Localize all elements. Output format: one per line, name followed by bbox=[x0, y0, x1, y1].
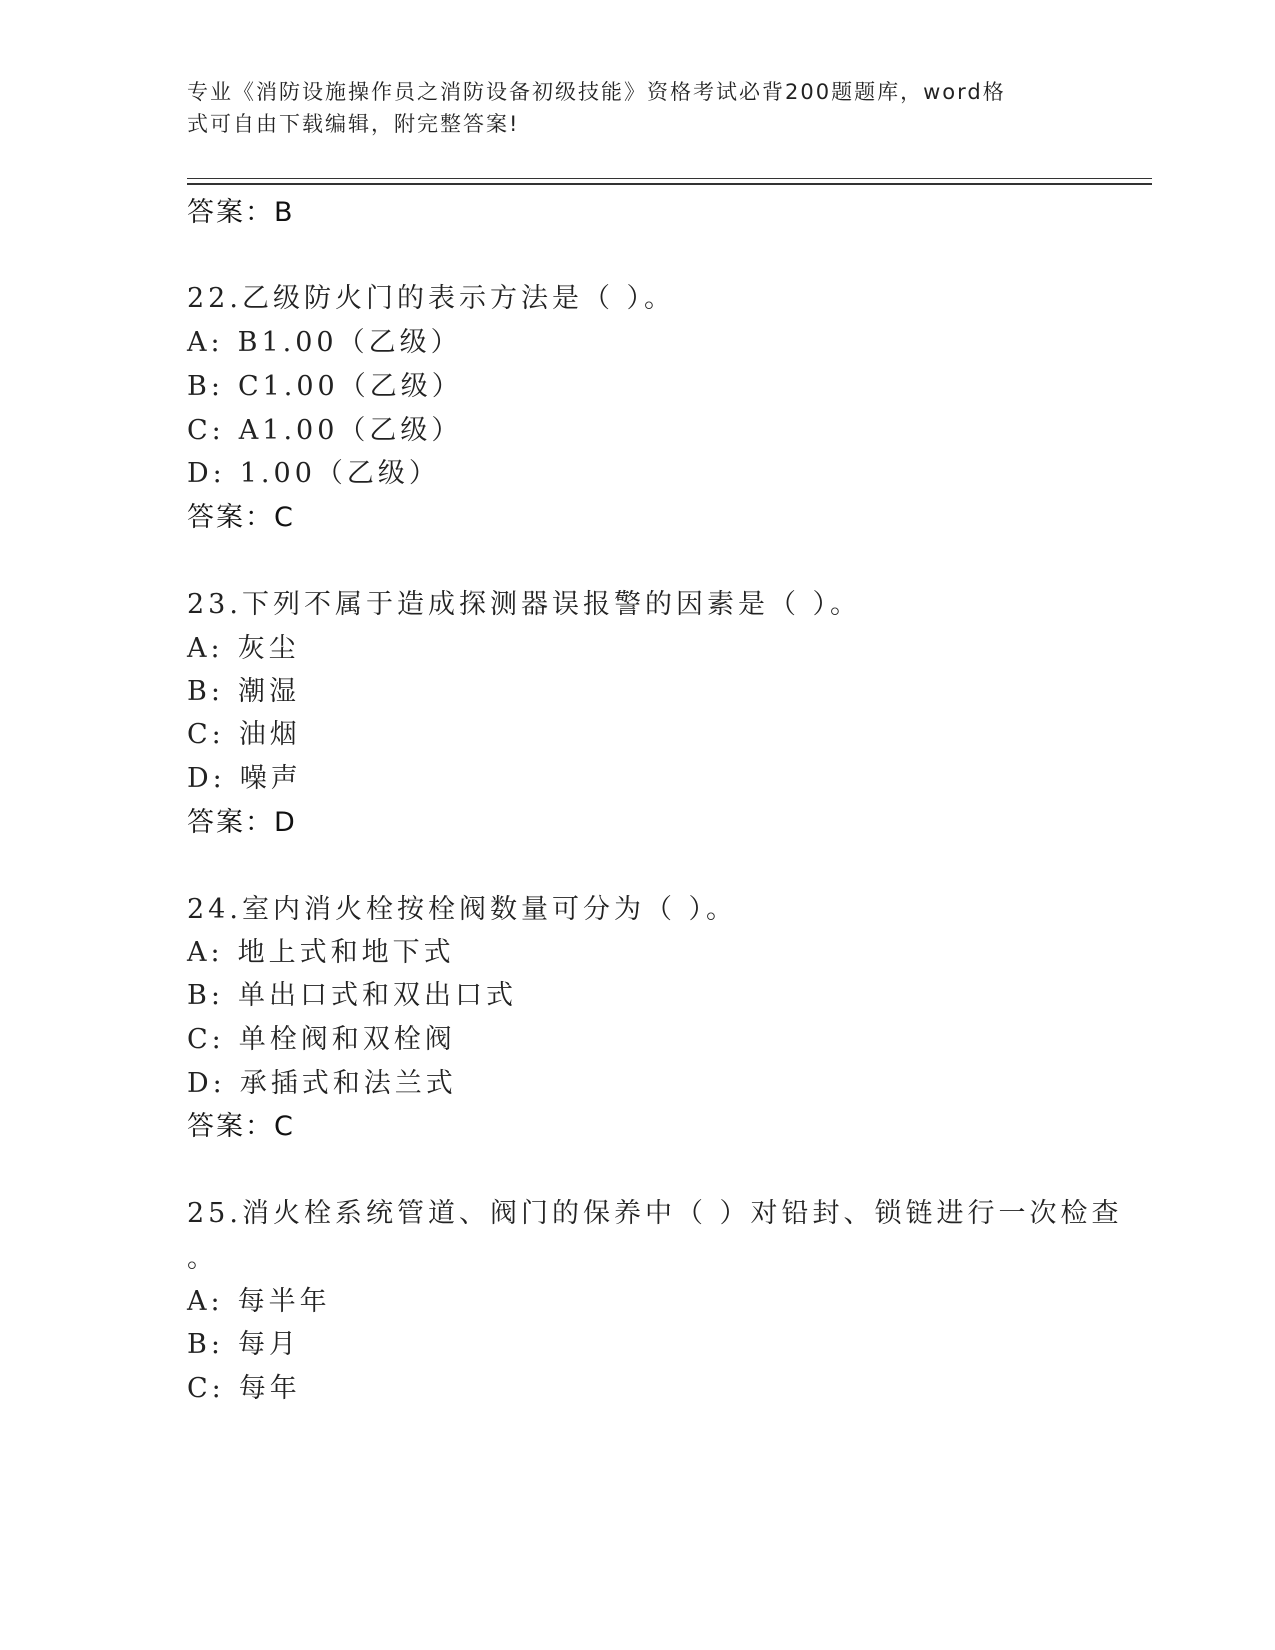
option-text: 噪声 bbox=[239, 763, 302, 794]
question-23-option-c bbox=[187, 712, 301, 751]
question-25-option-a bbox=[187, 1279, 331, 1318]
option-letter: D: bbox=[187, 1068, 226, 1099]
question-25-stem-continuation: 。 bbox=[187, 1243, 218, 1274]
question-24-answer: 答案：C bbox=[187, 1111, 295, 1142]
previous-answer: 答案：B bbox=[187, 197, 295, 228]
option-text: 每半年 bbox=[237, 1286, 331, 1317]
option-text: 单栓阀和双栓阀 bbox=[238, 1024, 456, 1055]
question-24-option-a bbox=[187, 930, 455, 969]
question-23-option-b bbox=[187, 669, 300, 708]
option-letter: D: bbox=[187, 458, 226, 489]
option-text: 地上式和地下式 bbox=[237, 937, 455, 968]
question-22-option-b bbox=[187, 364, 463, 403]
option-letter: A: bbox=[187, 937, 224, 968]
option-letter: B: bbox=[187, 676, 224, 707]
question-24-stem: 24.室内消火栓按栓阀数量可分为（ ）。 bbox=[187, 894, 738, 925]
option-text: 每月 bbox=[237, 1329, 300, 1360]
option-letter: C: bbox=[187, 1024, 225, 1055]
question-22-option-c bbox=[187, 408, 462, 447]
question-25-option-c bbox=[187, 1366, 301, 1405]
option-text: 每年 bbox=[238, 1373, 301, 1404]
option-letter: A: bbox=[187, 327, 224, 358]
option-text: 承插式和法兰式 bbox=[239, 1068, 457, 1099]
option-letter: C: bbox=[187, 719, 225, 750]
question-22-answer: 答案：C bbox=[187, 502, 295, 533]
option-text: A1.00（乙级） bbox=[238, 415, 463, 446]
header-divider-thin bbox=[187, 178, 1152, 179]
question-22-stem: 22.乙级防火门的表示方法是（ ）。 bbox=[187, 283, 676, 314]
option-text: 单出口式和双出口式 bbox=[237, 980, 517, 1011]
question-24-option-d bbox=[187, 1061, 457, 1100]
question-24-option-c bbox=[187, 1017, 456, 1056]
question-23-answer: 答案：D bbox=[187, 807, 297, 838]
question-24-option-b bbox=[187, 973, 517, 1012]
question-22-option-a bbox=[187, 320, 462, 359]
option-letter: A: bbox=[187, 633, 224, 664]
header-line-2: 式可自由下载编辑，附完整答案! bbox=[187, 112, 520, 136]
question-23-option-d bbox=[187, 756, 302, 795]
option-text: 1.00（乙级） bbox=[239, 458, 440, 489]
option-letter: B: bbox=[187, 980, 224, 1011]
option-text: 油烟 bbox=[238, 719, 301, 750]
header-line-1: 专业《消防设施操作员之消防设备初级技能》资格考试必背200题题库，word格 bbox=[187, 80, 1006, 104]
option-text: B1.00（乙级） bbox=[237, 327, 462, 358]
question-25-stem: 25.消火栓系统管道、阀门的保养中（ ）对铅封、锁链进行一次检查 bbox=[187, 1198, 1123, 1229]
question-22-option-d bbox=[187, 451, 440, 490]
option-letter: B: bbox=[187, 1329, 224, 1360]
option-text: 灰尘 bbox=[237, 633, 300, 664]
option-text: C1.00（乙级） bbox=[237, 371, 463, 402]
option-letter: D: bbox=[187, 763, 226, 794]
document-header bbox=[187, 76, 1067, 140]
question-23-option-a bbox=[187, 626, 300, 665]
question-25-option-b bbox=[187, 1322, 300, 1361]
option-letter: C: bbox=[187, 1373, 225, 1404]
question-23-stem: 23.下列不属于造成探测器误报警的因素是（ ）。 bbox=[187, 589, 862, 620]
option-text: 潮湿 bbox=[237, 676, 300, 707]
header-divider-thick bbox=[187, 183, 1152, 185]
option-letter: B: bbox=[187, 371, 224, 402]
option-letter: C: bbox=[187, 415, 225, 446]
option-letter: A: bbox=[187, 1286, 224, 1317]
